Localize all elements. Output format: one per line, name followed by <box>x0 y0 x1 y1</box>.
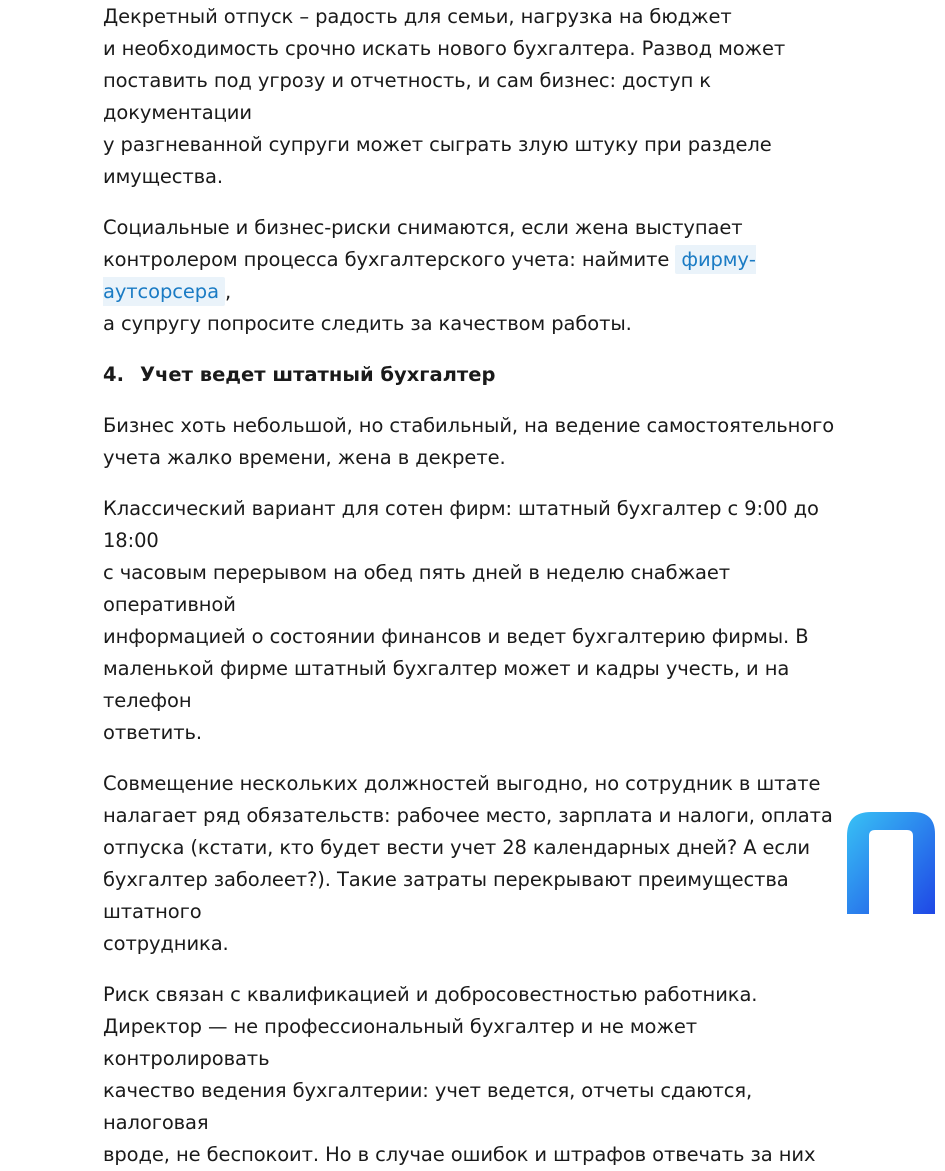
text-line: бухгалтер заболеет?). Такие затраты перекрывают преимущества штатного <box>103 868 789 923</box>
text-line: поставить под угрозу и отчетность, и сам бизнес: доступ к документации <box>103 69 711 124</box>
text-line: и необходимость срочно искать нового бухгалтера. Развод может <box>103 37 786 60</box>
article-body <box>103 0 843 1171</box>
paragraph-combined-roles <box>103 768 843 960</box>
text-line: налагает ряд обязательств: рабочее место, зарплата и налоги, оплата <box>103 804 833 827</box>
text-line: имущества. <box>103 165 224 188</box>
paragraph-classic-variant <box>103 493 843 749</box>
text-line: сотрудника. <box>103 932 229 955</box>
text-line: Директор — не профессиональный бухгалтер и не может контролировать <box>103 1015 697 1070</box>
text-line: отпуска (кстати, кто будет вести учет 28 календарных дней? А если <box>103 836 810 859</box>
text-line: Совмещение нескольких должностей выгодно, но сотрудник в штате <box>103 772 821 795</box>
text-line: Классический вариант для сотен фирм: штатный бухгалтер с 9:00 до 18:00 <box>103 497 819 552</box>
outsourcing-firm-link[interactable]: фирму-аутсорсера <box>103 245 756 306</box>
text-line: информацией о состоянии финансов и ведет бухгалтерию фирмы. В <box>103 625 809 648</box>
text-line: Риск связан с квалификацией и добросовестностью работника. <box>103 983 758 1006</box>
text-line: вроде, не беспокоит. Но в случае ошибок и штрафов отвечать за них <box>103 1143 816 1166</box>
text-line: у разгневанной супруги может сыграть злую штуку при разделе <box>103 133 772 156</box>
text-line: ответить. <box>103 721 202 744</box>
section-number: 4. <box>103 363 124 386</box>
text-line: Социальные и бизнес-риски снимаются, если жена выступает <box>103 216 743 239</box>
section-title: Учет ведет штатный бухгалтер <box>140 363 496 386</box>
brand-logo-icon[interactable] <box>847 810 937 914</box>
text-line: Декретный отпуск – радость для семьи, нагрузка на бюджет <box>103 5 732 28</box>
text-line: качество ведения бухгалтерии: учет ведется, отчеты сдаются, налоговая <box>103 1079 753 1134</box>
text-punct: , <box>224 280 232 303</box>
text-line: контролером процесса бухгалтерского учета: наймите <box>103 248 676 271</box>
text-line: учета жалко времени, жена в декрете. <box>103 446 506 469</box>
text-line: с часовым перерывом на обед пять дней в неделю снабжает оперативной <box>103 561 731 616</box>
paragraph-small-business <box>103 410 843 474</box>
paragraph-qualification-risk <box>103 979 843 1171</box>
text-line: Бизнес хоть небольшой, но стабильный, на ведение самостоятельного <box>103 414 835 437</box>
text-line: маленькой фирме штатный бухгалтер может и кадры учесть, и на телефон <box>103 657 790 712</box>
paragraph-maternity-leave <box>103 1 843 193</box>
section-heading <box>103 359 843 391</box>
paragraph-social-risks <box>103 212 843 340</box>
text-line: а супругу попросите следить за качеством работы. <box>103 312 632 335</box>
